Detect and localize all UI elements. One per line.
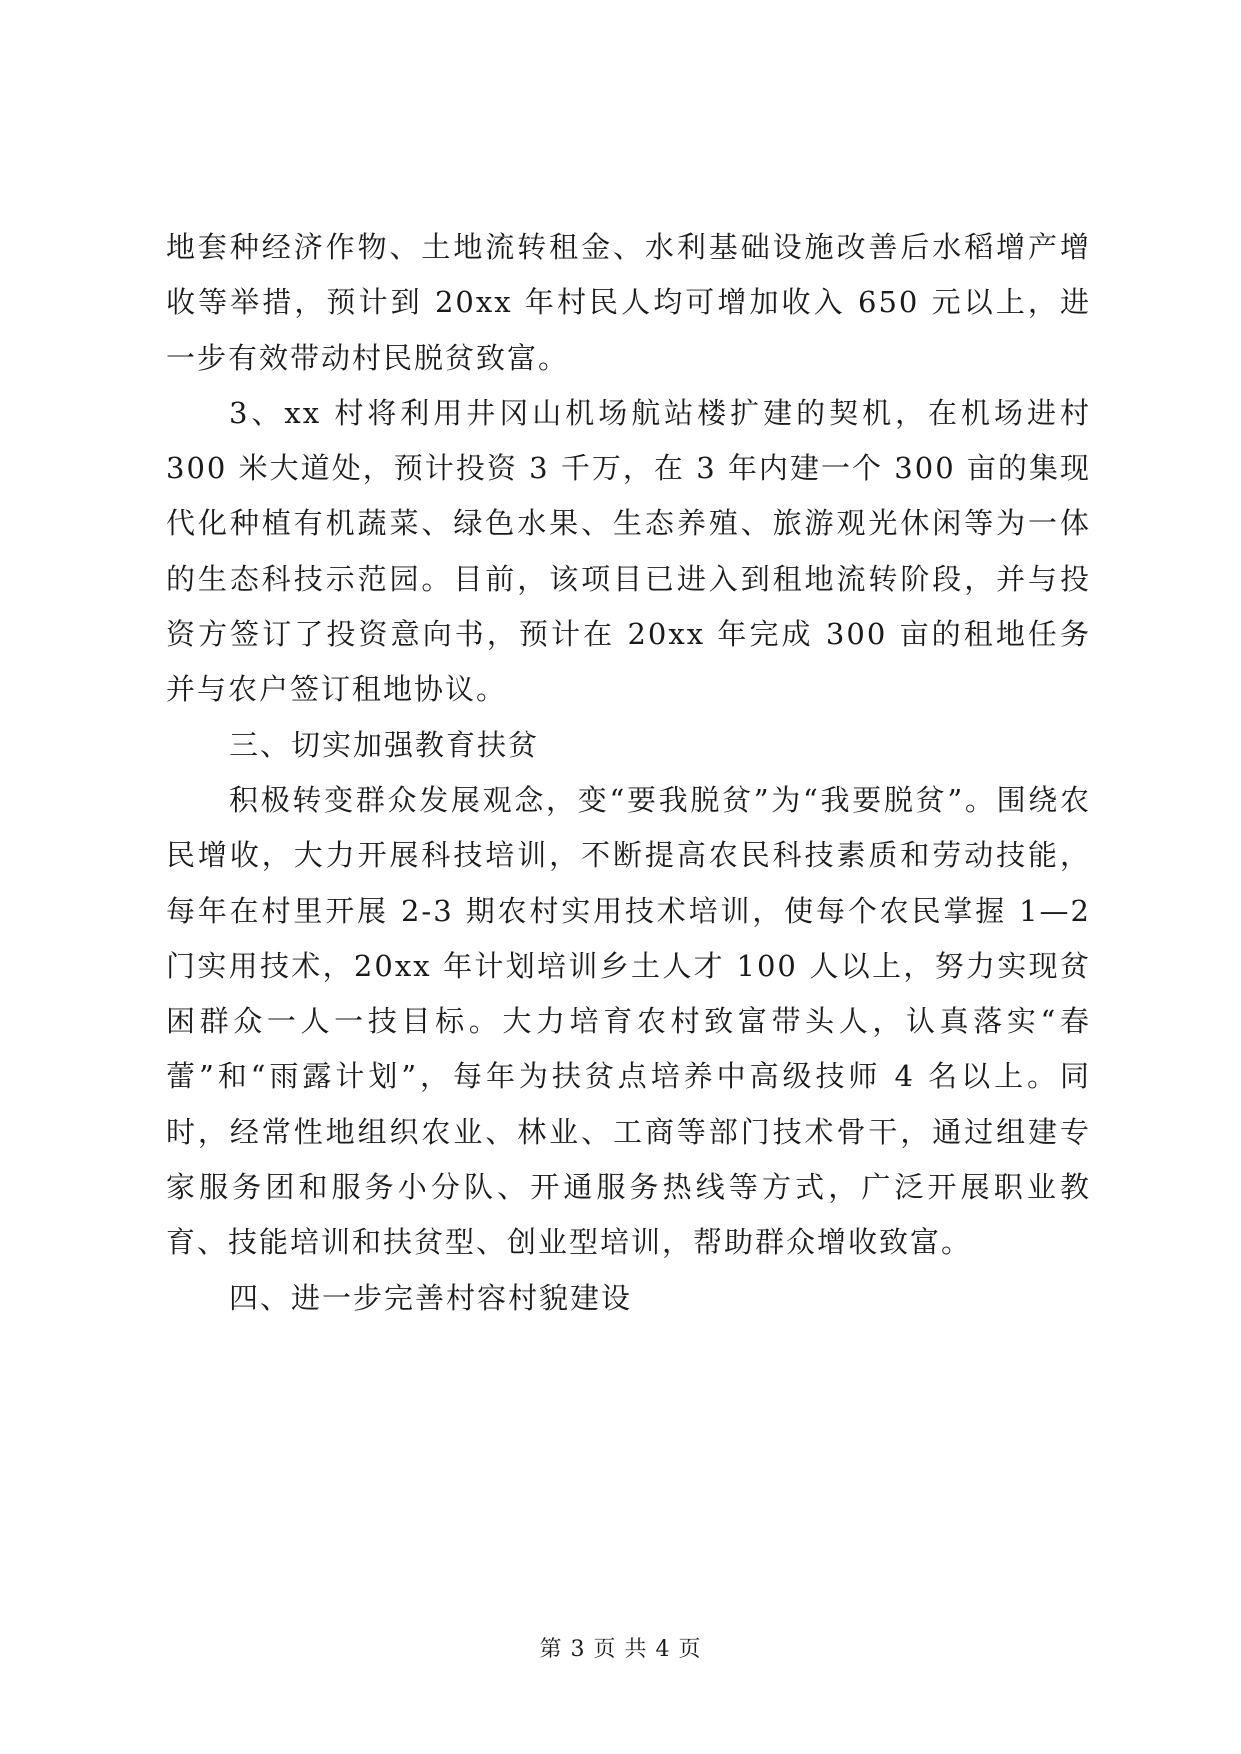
paragraph-education: 积极转变群众发展观念，变“要我脱贫”为“我要脱贫”。围绕农民增收，大力开展科技培训，不断提高农民科技素质和劳动技能，每年在村里开展 2-3 期农村实用技术培训，使每个农民掌握 1—2 门实用技术，20xx 年计划培训乡土人才 100 人以上，努力实现贫困群众一人一技目标。大力培育农村致富带头人，认真落实“春蕾”和“雨露计划”，每年为扶贫点培养中高级技师 4 名以上。同时，经常性地组织农业、林业、工商等部门技术骨干，通过组建专家服务团和服务小分队、开通服务热线等方式，广泛开展职业教育、技能培训和扶贫型、创业型培训，帮助群众增收致富。	[166, 782, 1091, 1260]
paragraph-continuation: 地套种经济作物、土地流转租金、水利基础设施改善后水稻增产增收等举措，预计到 20xx 年村民人均可增加收入 650 元以上，进一步有效带动村民脱贫致富。	[166, 230, 1091, 375]
paragraph-item-3: 3、xx 村将利用井冈山机场航站楼扩建的契机，在机场进村 300 米大道处，预计投资 3 千万，在 3 年内建一个 300 亩的集现代化种植有机蔬菜、绿色水果、生态养殖、旅游观光休闲等为一体的生态科技示范园。目前，该项目已进入到租地流转阶段，并与投资方签订了投资意向书，预计在 20xx 年完成 300 亩的租地任务并与农户签订租地协议。	[166, 395, 1091, 707]
section-heading-education: 三、切实加强教育扶贫	[229, 727, 540, 762]
section-heading-village: 四、进一步完善村容村貌建设	[229, 1280, 633, 1315]
page-number-footer: 第 3 页 共 4 页	[539, 1637, 702, 1662]
document-body	[166, 220, 1091, 1326]
